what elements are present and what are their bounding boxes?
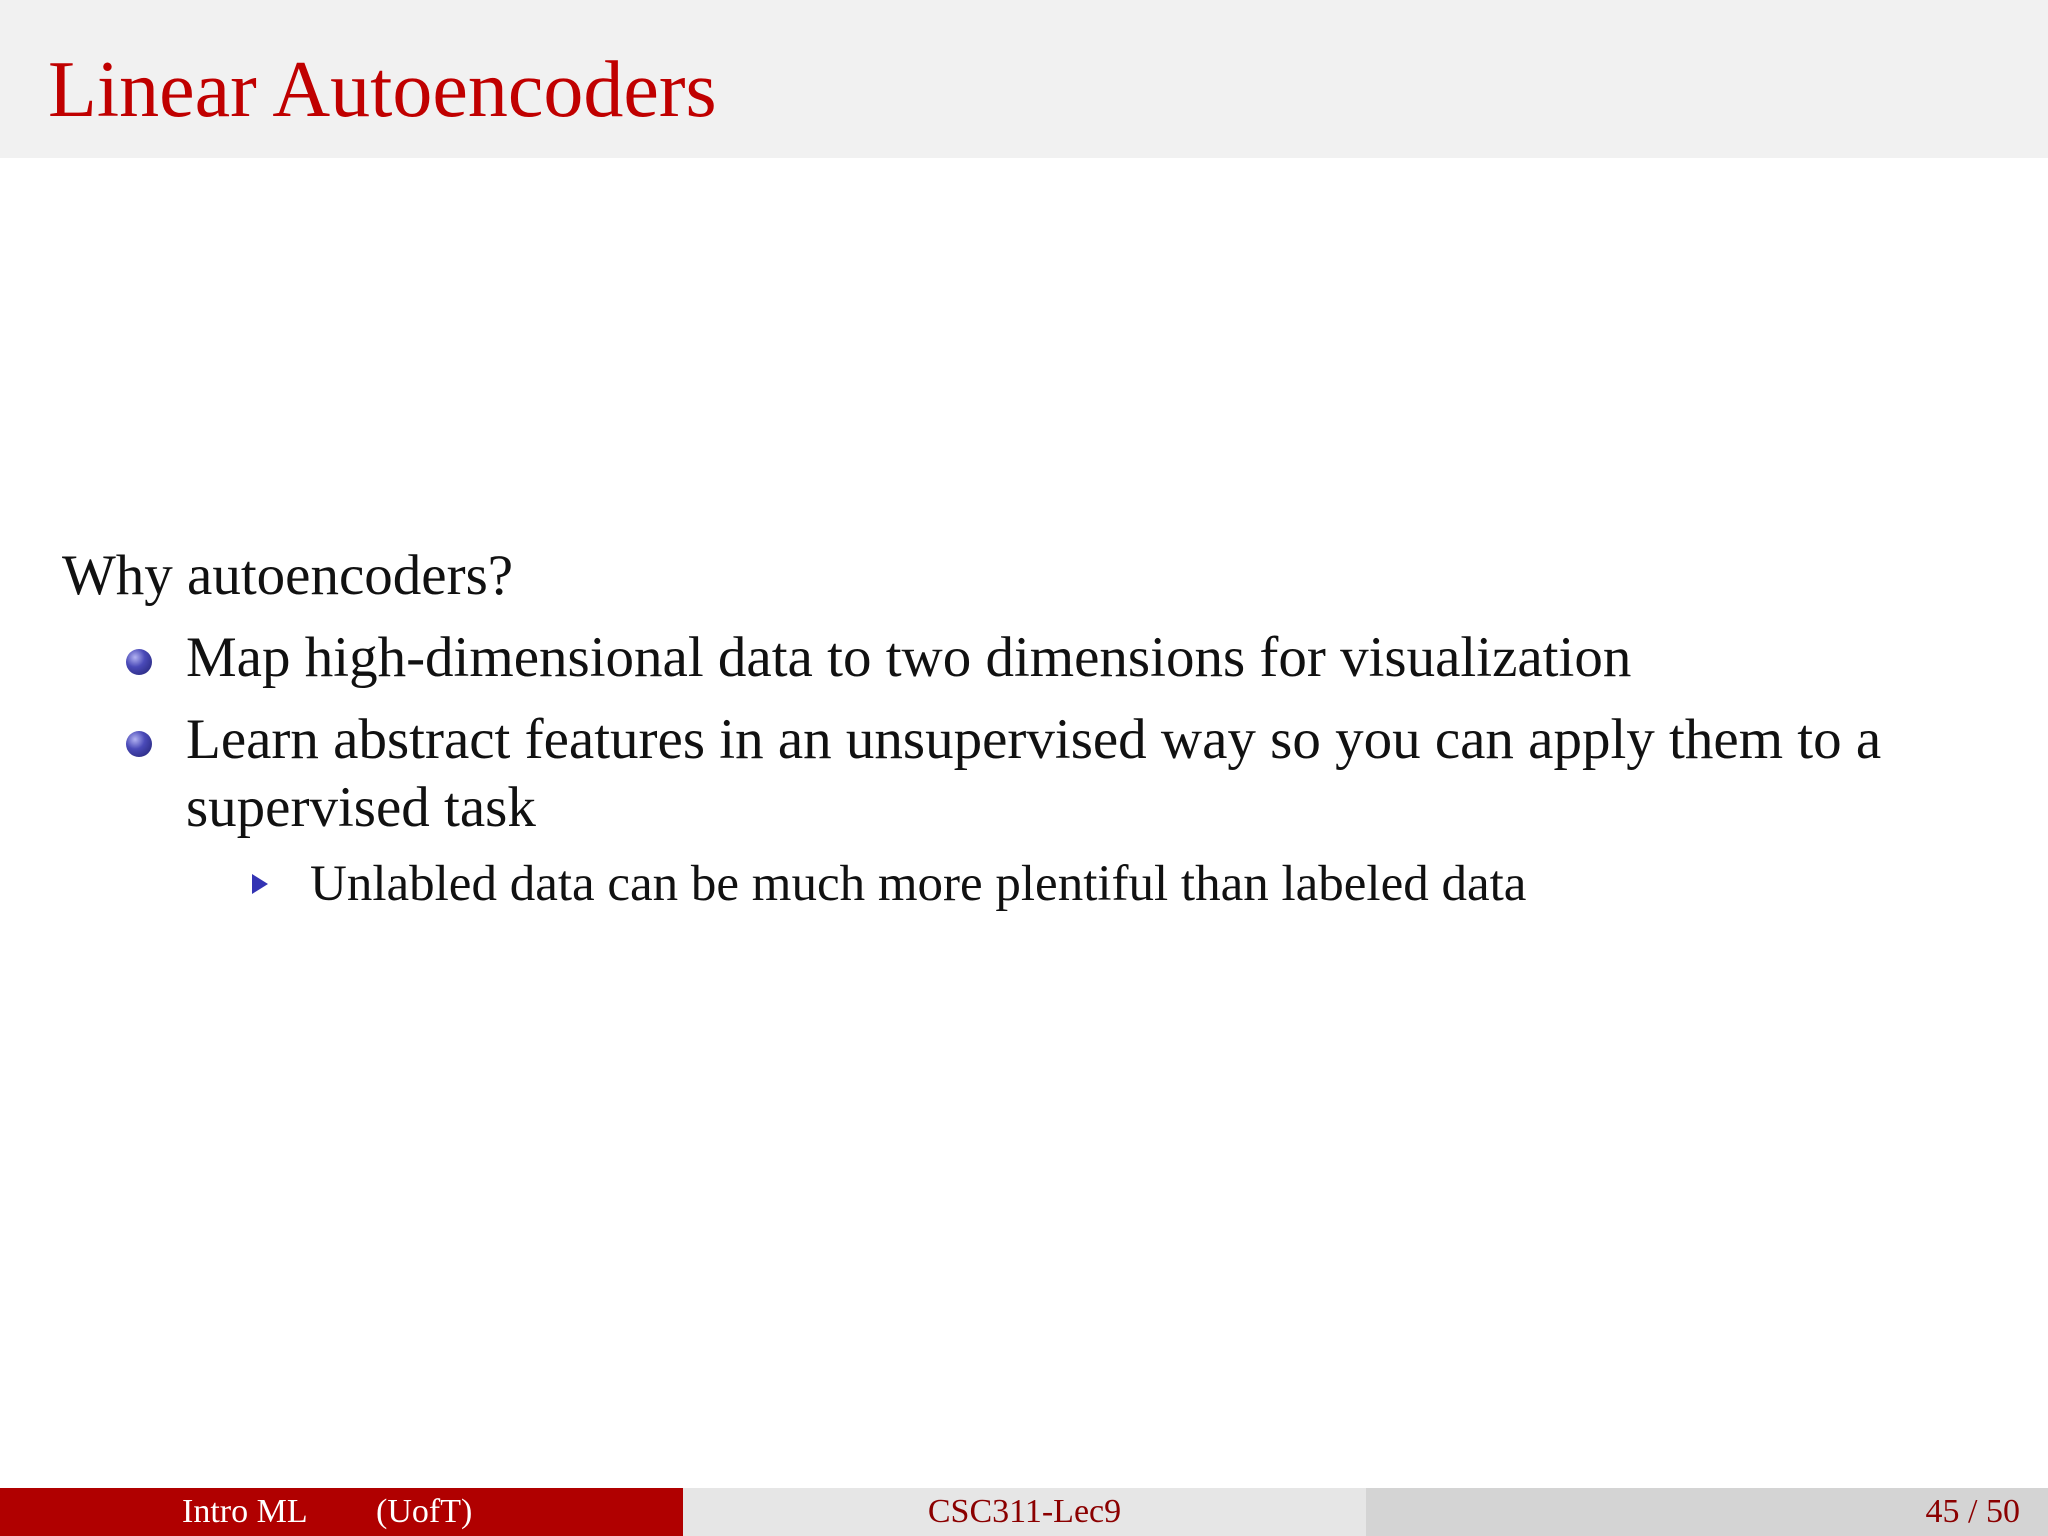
triangle-bullet-icon bbox=[252, 874, 268, 894]
question-text: Why autoencoders? bbox=[62, 544, 514, 607]
slide-content bbox=[62, 538, 1992, 930]
bullet-ball-icon bbox=[126, 731, 152, 757]
footer-course: CSC311-Lec9 bbox=[683, 1488, 1366, 1536]
slide-footer bbox=[0, 1488, 2048, 1536]
bullet-ball-icon bbox=[126, 649, 152, 675]
bullet-list bbox=[62, 624, 1992, 916]
bullet-item bbox=[62, 706, 1992, 916]
footer-institution: (UofT) bbox=[376, 1493, 473, 1530]
footer-author-section bbox=[0, 1488, 683, 1536]
footer-page-number: 45 / 50 bbox=[1366, 1488, 2048, 1536]
slide-title: Linear Autoencoders bbox=[48, 46, 717, 134]
bullet-text: Learn abstract features in an unsupervised way so you can apply them to a supervised task bbox=[186, 708, 1882, 839]
slide-header bbox=[0, 0, 2048, 158]
sub-bullet-item bbox=[186, 852, 1992, 916]
bullet-text: Map high-dimensional data to two dimensions for visualization bbox=[186, 626, 1632, 689]
bullet-item bbox=[62, 624, 1992, 692]
sub-bullet-list bbox=[186, 852, 1992, 916]
footer-author: Intro ML bbox=[182, 1493, 308, 1530]
sub-bullet-text: Unlabled data can be much more plentiful than labeled data bbox=[310, 856, 1527, 912]
